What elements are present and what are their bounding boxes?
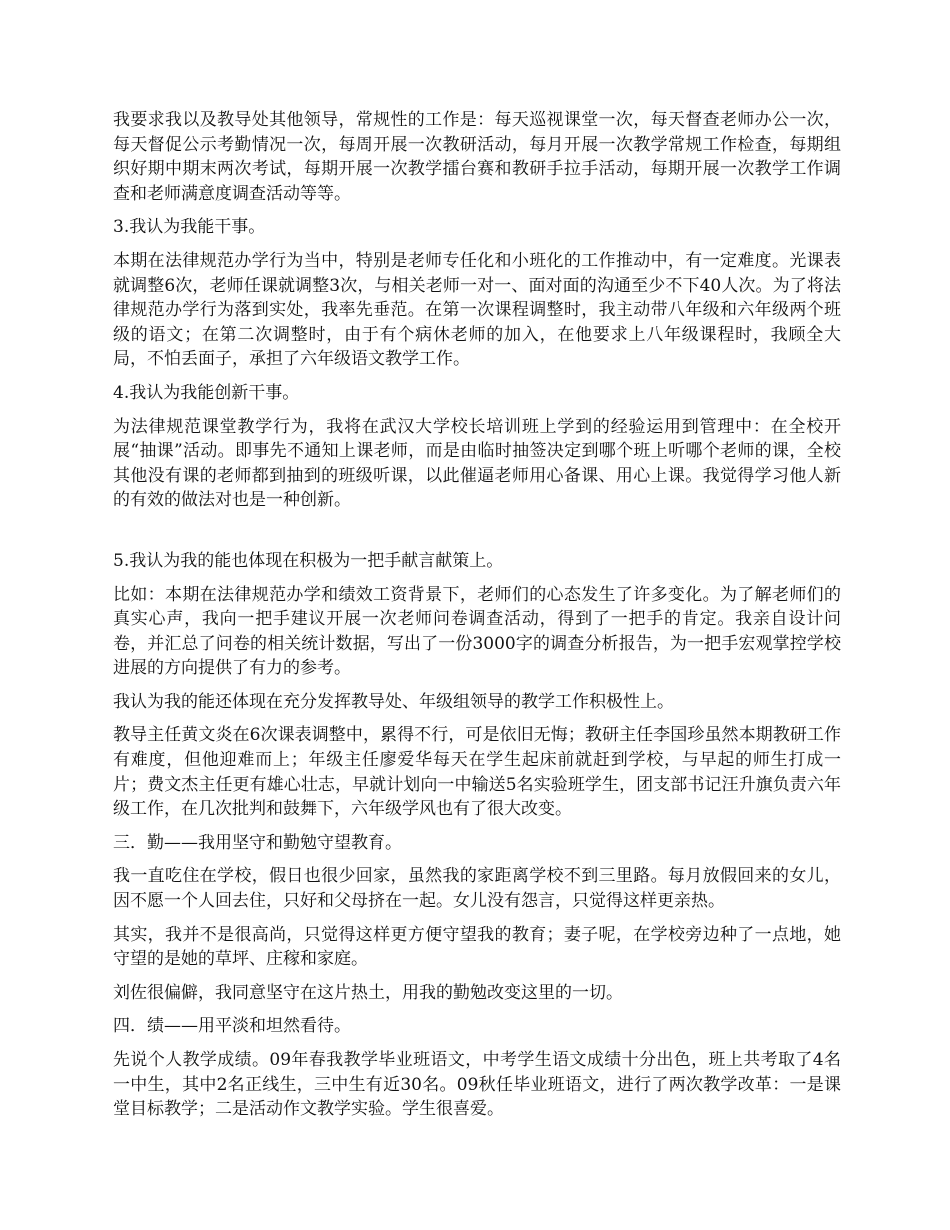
document-page <box>113 108 841 1131</box>
paragraph: 刘佐很偏僻，我同意坚守在这片热土，用我的勤勉改变这里的一切。 <box>113 982 623 1003</box>
paragraph: 我要求我以及教导处其他领导，常规性的工作是：每天巡视课堂一次，每天督查老师办公一次，每天督促公示考勤情况一次，每周开展一次教研活动，每月开展一次教学常规工作检查，每期组织好期中期末两次考试，每期开展一次教学擂台赛和教研手拉手活动，每期开展一次教学工作调查和老师满意度调查活动等等。 <box>113 110 841 204</box>
blank-space <box>113 522 841 549</box>
section-heading: 四．绩——用平淡和坦然看待。 <box>113 1016 351 1037</box>
paragraph: 比如：本期在法律规范办学和绩效工资背景下，老师们的心态发生了许多变化。为了解老师们的真实心声，我向一把手建议开展一次老师问卷调查活动，得到了一把手的肯定。我亲自设计问卷，并汇总了问卷的相关统计数据，写出了一份3000字的调查分析报告，为一把手宏观掌控学校进展的方向提供了有力的参考。 <box>113 584 841 679</box>
paragraph: 教导主任黄文炎在6次课表调整中，累得不行，可是依旧无悔；教研主任李国珍虽然本期教研工作有难度，但他迎难而上；年级主任廖爱华每天在学生起床前就赶到学校，与早起的师生打成一片；费文杰主任更有雄心壮志，早就计划向一中输送5名实验班学生，团支部书记汪升旗负责六年级工作，在几次批判和鼓舞下，六年级学风也有了很大改变。 <box>113 725 841 820</box>
paragraph: 其实，我并不是很高尚，只觉得这样更方便守望我的教育；妻子呢，在学校旁边种了一点地，她守望的是她的草坪、庄稼和家庭。 <box>113 924 841 970</box>
section-heading: 5.我认为我的能也体现在积极为一把手献言献策上。 <box>113 550 504 571</box>
section-heading: 4.我认为我能创新干事。 <box>113 382 300 403</box>
paragraph: 我一直吃住在学校，假日也很少回家，虽然我的家距离学校不到三里路。每月放假回来的女儿，因不愿一个人回去住，只好和父母挤在一起。女儿没有怨言，只觉得这样更亲热。 <box>113 866 841 912</box>
paragraph: 本期在法律规范办学行为当中，特别是老师专任化和小班化的工作推动中，有一定难度。光课表就调整6次，老师任课就调整3次，与相关老师一对一、面对面的沟通至少不下40人次。为了将法律规范办学行为落到实处，我率先垂范。在第一次课程调整时，我主动带八年级和六年级两个班级的语文；在第二次调整时，由于有个病休老师的加入，在他要求上八年级课程时，我顾全大局，不怕丢面子，承担了六年级语文教学工作。 <box>113 250 841 370</box>
section-heading: 三．勤——我用坚守和勤勉守望教育。 <box>113 832 402 853</box>
paragraph: 为法律规范课堂教学行为，我将在武汉大学校长培训班上学到的经验运用到管理中：在全校开展“抽课”活动。即事先不通知上课老师，而是由临时抽签决定到哪个班上听哪个老师的课，全校其他没有课的老师都到抽到的班级听课，以此催逼老师用心备课、用心上课。我觉得学习他人新的有效的做法对也是一种创新。 <box>113 416 841 511</box>
paragraph: 我认为我的能还体现在充分发挥教导处、年级组领导的教学工作积极性上。 <box>113 691 674 712</box>
paragraph: 先说个人教学成绩。09年春我教学毕业班语文，中考学生语文成绩十分出色，班上共考取了4名一中生，其中2名正线生，三中生有近30名。09秋任毕业班语文，进行了两次教学改革：一是课堂目标教学；二是活动作文教学实验。学生很喜爱。 <box>113 1050 841 1120</box>
section-heading: 3.我认为我能干事。 <box>113 217 266 238</box>
